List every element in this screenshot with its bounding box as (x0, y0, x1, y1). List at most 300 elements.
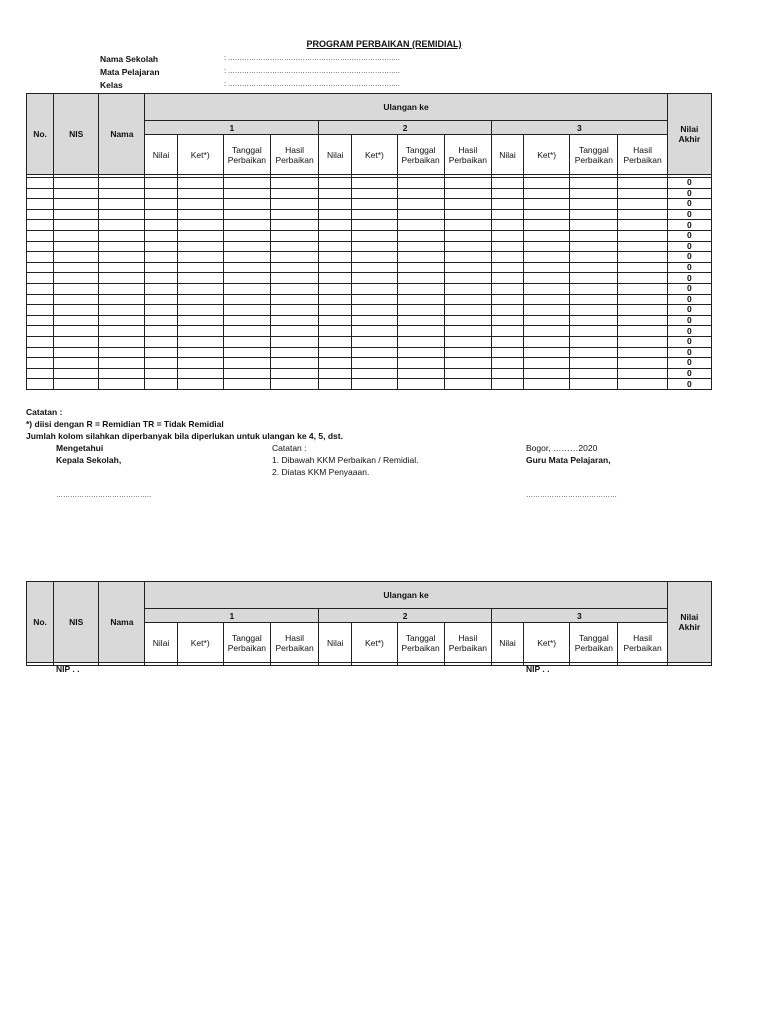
sub-tanggal: Tanggal Perbaikan (223, 135, 270, 175)
table-cell (352, 347, 397, 358)
table-cell (397, 252, 444, 263)
table-cell (271, 368, 319, 379)
table-cell (618, 262, 667, 273)
label-mata-pelajaran: Mata Pelajaran (100, 67, 160, 77)
table-cell (491, 305, 523, 316)
table-cell (27, 358, 54, 369)
table-cell (54, 241, 99, 252)
table-cell (352, 368, 397, 379)
table-cell (618, 379, 667, 390)
table-cell (319, 347, 352, 358)
table-cell (352, 305, 397, 316)
table-row (27, 252, 712, 263)
table-cell (223, 241, 270, 252)
table-cell (570, 273, 618, 284)
table-row (27, 379, 712, 390)
table-cell (319, 262, 352, 273)
table-cell (54, 262, 99, 273)
nilai-akhir-cell: 0 (667, 336, 711, 347)
table-cell (397, 326, 444, 337)
nilai-akhir-cell: 0 (667, 199, 711, 210)
table-cell (27, 294, 54, 305)
table-cell (491, 178, 523, 189)
table-cell (271, 273, 319, 284)
table-cell (444, 273, 491, 284)
table-cell (145, 220, 177, 231)
table-cell (444, 294, 491, 305)
table-cell (524, 336, 570, 347)
nilai-akhir-cell: 0 (667, 379, 711, 390)
sub-ket: Ket*) (177, 623, 223, 663)
table-cell (444, 220, 491, 231)
table-cell (570, 209, 618, 220)
table-cell (524, 188, 570, 199)
table-cell (352, 199, 397, 210)
table-cell (524, 358, 570, 369)
table-cell (397, 188, 444, 199)
table-cell (570, 368, 618, 379)
table-cell (570, 315, 618, 326)
table-cell (524, 305, 570, 316)
table-cell (524, 368, 570, 379)
table-cell (397, 294, 444, 305)
table-cell (271, 178, 319, 189)
nilai-akhir-cell: 0 (667, 178, 711, 189)
table-row (27, 188, 712, 199)
table-cell (54, 188, 99, 199)
table-row (27, 305, 712, 316)
table-cell (54, 283, 99, 294)
nilai-akhir-cell: 0 (667, 230, 711, 241)
sub-hasil: Hasil Perbaikan (444, 135, 491, 175)
sub-nilai: Nilai (319, 135, 352, 175)
table-cell (397, 315, 444, 326)
table-cell (570, 241, 618, 252)
table-cell (491, 252, 523, 263)
table-cell (524, 220, 570, 231)
table-cell (352, 283, 397, 294)
table-cell (352, 220, 397, 231)
table-cell (319, 358, 352, 369)
nilai-akhir-cell: 0 (667, 273, 711, 284)
table-cell (352, 178, 397, 189)
table-cell (223, 262, 270, 273)
table-cell (570, 358, 618, 369)
table-cell (570, 188, 618, 199)
table-cell (618, 326, 667, 337)
table-cell (99, 241, 145, 252)
table-cell (27, 326, 54, 337)
table-cell (177, 336, 223, 347)
table-cell (397, 283, 444, 294)
table-cell (145, 379, 177, 390)
nilai-akhir-cell: 0 (667, 358, 711, 369)
signature-line-right: ………………………………… (526, 492, 617, 499)
table-cell (54, 368, 99, 379)
table-cell (352, 188, 397, 199)
table-cell (618, 294, 667, 305)
table-cell (570, 220, 618, 231)
table-cell (54, 209, 99, 220)
table-cell (271, 358, 319, 369)
table-cell (271, 315, 319, 326)
table-cell (223, 283, 270, 294)
table-cell (570, 199, 618, 210)
nilai-akhir-cell: 0 (667, 294, 711, 305)
table-cell (491, 347, 523, 358)
table-cell (145, 209, 177, 220)
sub-tanggal: Tanggal Perbaikan (397, 135, 444, 175)
sub-tanggal: Tanggal Perbaikan (223, 623, 270, 663)
table-cell (177, 220, 223, 231)
sub-nilai: Nilai (491, 135, 523, 175)
nilai-akhir-cell: 0 (667, 252, 711, 263)
table-cell (319, 294, 352, 305)
table-cell (352, 326, 397, 337)
table-cell (444, 188, 491, 199)
table-cell (271, 379, 319, 390)
table-cell (54, 326, 99, 337)
group-1: 1 (145, 121, 319, 135)
table-cell (27, 241, 54, 252)
table-row (27, 230, 712, 241)
table-cell (319, 326, 352, 337)
table-cell (99, 209, 145, 220)
table-cell (223, 199, 270, 210)
table-cell (618, 230, 667, 241)
table-cell (99, 178, 145, 189)
table-cell (27, 220, 54, 231)
table-cell (27, 283, 54, 294)
table-row (27, 273, 712, 284)
table-cell (271, 326, 319, 337)
table-cell (27, 315, 54, 326)
table-cell (177, 315, 223, 326)
table-cell (223, 220, 270, 231)
group-2: 2 (319, 609, 492, 623)
table-cell (177, 241, 223, 252)
table-cell (271, 188, 319, 199)
table-cell (524, 379, 570, 390)
group-2: 2 (319, 121, 492, 135)
nilai-akhir-cell: 0 (667, 209, 711, 220)
table-cell (618, 336, 667, 347)
table-cell (99, 379, 145, 390)
table-cell (99, 358, 145, 369)
table-cell (319, 241, 352, 252)
table-cell (27, 336, 54, 347)
table-cell (27, 368, 54, 379)
table-cell (145, 273, 177, 284)
table-cell (444, 379, 491, 390)
table-cell (570, 336, 618, 347)
table-cell (319, 336, 352, 347)
table-cell (99, 347, 145, 358)
table-cell (491, 358, 523, 369)
table-row (27, 283, 712, 294)
sub-ket: Ket*) (177, 135, 223, 175)
table-cell (27, 305, 54, 316)
table-cell (524, 230, 570, 241)
table-row (27, 326, 712, 337)
table-cell (145, 305, 177, 316)
table-cell (54, 220, 99, 231)
table-cell (27, 230, 54, 241)
table-cell (319, 283, 352, 294)
table-cell (177, 262, 223, 273)
table-row (27, 315, 712, 326)
note-line-1: *) diisi dengan R = Remidian TR = Tidak Remidial (26, 419, 224, 429)
label-nama-sekolah: Nama Sekolah (100, 54, 159, 64)
table-cell (570, 326, 618, 337)
sub-nilai: Nilai (145, 135, 177, 175)
table-cell (27, 178, 54, 189)
table-cell (352, 336, 397, 347)
table-cell (223, 315, 270, 326)
table-cell (491, 336, 523, 347)
table-cell (54, 358, 99, 369)
table-cell (145, 199, 177, 210)
sub-tanggal: Tanggal Perbaikan (397, 623, 444, 663)
table-cell (352, 209, 397, 220)
table-cell (271, 294, 319, 305)
table-cell (177, 379, 223, 390)
table-cell (27, 199, 54, 210)
group-3: 3 (491, 609, 667, 623)
table-cell (27, 262, 54, 273)
table-cell (319, 188, 352, 199)
sub-ket: Ket*) (524, 623, 570, 663)
table-cell (99, 283, 145, 294)
table-cell (444, 262, 491, 273)
table-cell (54, 379, 99, 390)
table-cell (319, 230, 352, 241)
table-cell (99, 294, 145, 305)
sub-hasil: Hasil Perbaikan (271, 623, 319, 663)
table-cell (491, 220, 523, 231)
table-cell (319, 379, 352, 390)
table-cell (271, 347, 319, 358)
table-cell (99, 252, 145, 263)
table-cell (223, 188, 270, 199)
col-nis: NIS (54, 94, 99, 175)
table-row (27, 368, 712, 379)
place-date: Bogor, ………2020 (526, 443, 598, 453)
label-kelas: Kelas (100, 80, 123, 90)
table-cell (54, 336, 99, 347)
table-cell (524, 347, 570, 358)
table-cell (99, 368, 145, 379)
table-cell (352, 241, 397, 252)
table-cell (397, 379, 444, 390)
page-title: PROGRAM PERBAIKAN (REMIDIAL) (306, 39, 462, 49)
table-cell (145, 252, 177, 263)
nilai-akhir-cell: 0 (667, 368, 711, 379)
table-cell (99, 262, 145, 273)
guru-label: Guru Mata Pelajaran, (526, 455, 611, 465)
table-cell (618, 252, 667, 263)
table-cell (491, 230, 523, 241)
table-cell (319, 252, 352, 263)
table-cell (618, 305, 667, 316)
table-cell (319, 199, 352, 210)
kepala-sekolah-label: Kepala Sekolah, (56, 455, 122, 465)
table-cell (352, 358, 397, 369)
table-cell (54, 199, 99, 210)
table-cell (444, 347, 491, 358)
table-cell (444, 326, 491, 337)
table-cell (145, 315, 177, 326)
table-cell (54, 305, 99, 316)
table-cell (444, 358, 491, 369)
table-cell (177, 252, 223, 263)
table-cell (99, 230, 145, 241)
table-cell (145, 336, 177, 347)
col-nilai-akhir: Nilai Akhir (667, 94, 711, 175)
table-cell (570, 379, 618, 390)
sub-nilai: Nilai (491, 623, 523, 663)
nip-right: NIP . . (526, 664, 550, 674)
table-cell (99, 188, 145, 199)
table-cell (491, 294, 523, 305)
table-cell (145, 262, 177, 273)
col-nis: NIS (54, 582, 99, 663)
table-cell (524, 178, 570, 189)
table-cell (352, 294, 397, 305)
sub-ket: Ket*) (524, 135, 570, 175)
table-cell (271, 336, 319, 347)
table-cell (444, 368, 491, 379)
table-row (27, 178, 712, 189)
table-cell (570, 347, 618, 358)
table-cell (444, 209, 491, 220)
table-cell (177, 347, 223, 358)
table-cell (27, 379, 54, 390)
table-cell (319, 273, 352, 284)
table-cell (99, 220, 145, 231)
table-cell (491, 379, 523, 390)
table-cell (444, 252, 491, 263)
col-nama: Nama (99, 582, 145, 663)
table-cell (177, 305, 223, 316)
table-cell (397, 209, 444, 220)
table-cell (145, 178, 177, 189)
table-row (27, 294, 712, 305)
table-cell (223, 368, 270, 379)
table-cell (223, 294, 270, 305)
table-cell (223, 305, 270, 316)
sub-hasil: Hasil Perbaikan (444, 623, 491, 663)
table-cell (54, 347, 99, 358)
table-cell (99, 305, 145, 316)
table-cell (223, 273, 270, 284)
table-cell (271, 305, 319, 316)
table-cell (352, 379, 397, 390)
table-cell (397, 305, 444, 316)
table-cell (618, 178, 667, 189)
table-cell (99, 336, 145, 347)
table-cell (491, 209, 523, 220)
table-cell (444, 315, 491, 326)
table-cell (352, 262, 397, 273)
table-cell (177, 368, 223, 379)
table-cell (271, 220, 319, 231)
table-cell (177, 326, 223, 337)
table-cell (618, 209, 667, 220)
table-cell (352, 230, 397, 241)
table-cell (99, 326, 145, 337)
table-cell (145, 368, 177, 379)
table-cell (570, 283, 618, 294)
table-cell (618, 273, 667, 284)
table-cell (491, 315, 523, 326)
table-cell (397, 358, 444, 369)
sub-ket: Ket*) (352, 135, 397, 175)
table-cell (319, 209, 352, 220)
field-nama-sekolah: : ……………………………………………………………….. (224, 55, 400, 62)
table-cell (319, 315, 352, 326)
table-row (27, 209, 712, 220)
nilai-akhir-cell: 0 (667, 241, 711, 252)
table-cell (271, 283, 319, 294)
table-cell (352, 315, 397, 326)
table-cell (145, 283, 177, 294)
table-cell (444, 336, 491, 347)
mengetahui-label: Mengetahui (56, 443, 104, 453)
table-cell (491, 368, 523, 379)
field-kelas: : ……………………………………………………………….. (224, 81, 400, 88)
ulangan-ke-header: Ulangan ke (145, 582, 667, 609)
table-cell (618, 283, 667, 294)
nip-left: NIP . . (56, 664, 80, 674)
table-cell (271, 230, 319, 241)
table-cell (223, 252, 270, 263)
table-cell (27, 188, 54, 199)
table-cell (352, 273, 397, 284)
table-row (27, 347, 712, 358)
remedial-table-2 (26, 581, 712, 666)
table-cell (397, 262, 444, 273)
catatan-2-label: Catatan : (272, 443, 307, 453)
table-cell (570, 262, 618, 273)
table-cell (177, 294, 223, 305)
table-cell (223, 347, 270, 358)
table-cell (524, 326, 570, 337)
table-cell (177, 230, 223, 241)
table-row (27, 199, 712, 210)
table-cell (618, 199, 667, 210)
table-cell (177, 283, 223, 294)
table-cell (177, 178, 223, 189)
sub-hasil: Hasil Perbaikan (618, 623, 667, 663)
table-cell (177, 199, 223, 210)
table-cell (27, 252, 54, 263)
table-cell (54, 252, 99, 263)
sub-nilai: Nilai (145, 623, 177, 663)
table-cell (524, 241, 570, 252)
table-cell (319, 368, 352, 379)
table-cell (491, 283, 523, 294)
table-cell (27, 209, 54, 220)
nilai-akhir-cell: 0 (667, 283, 711, 294)
table-cell (99, 315, 145, 326)
table-cell (570, 230, 618, 241)
table-cell (524, 209, 570, 220)
table-cell (397, 199, 444, 210)
table-cell (397, 241, 444, 252)
table-cell (352, 252, 397, 263)
table-cell (618, 347, 667, 358)
